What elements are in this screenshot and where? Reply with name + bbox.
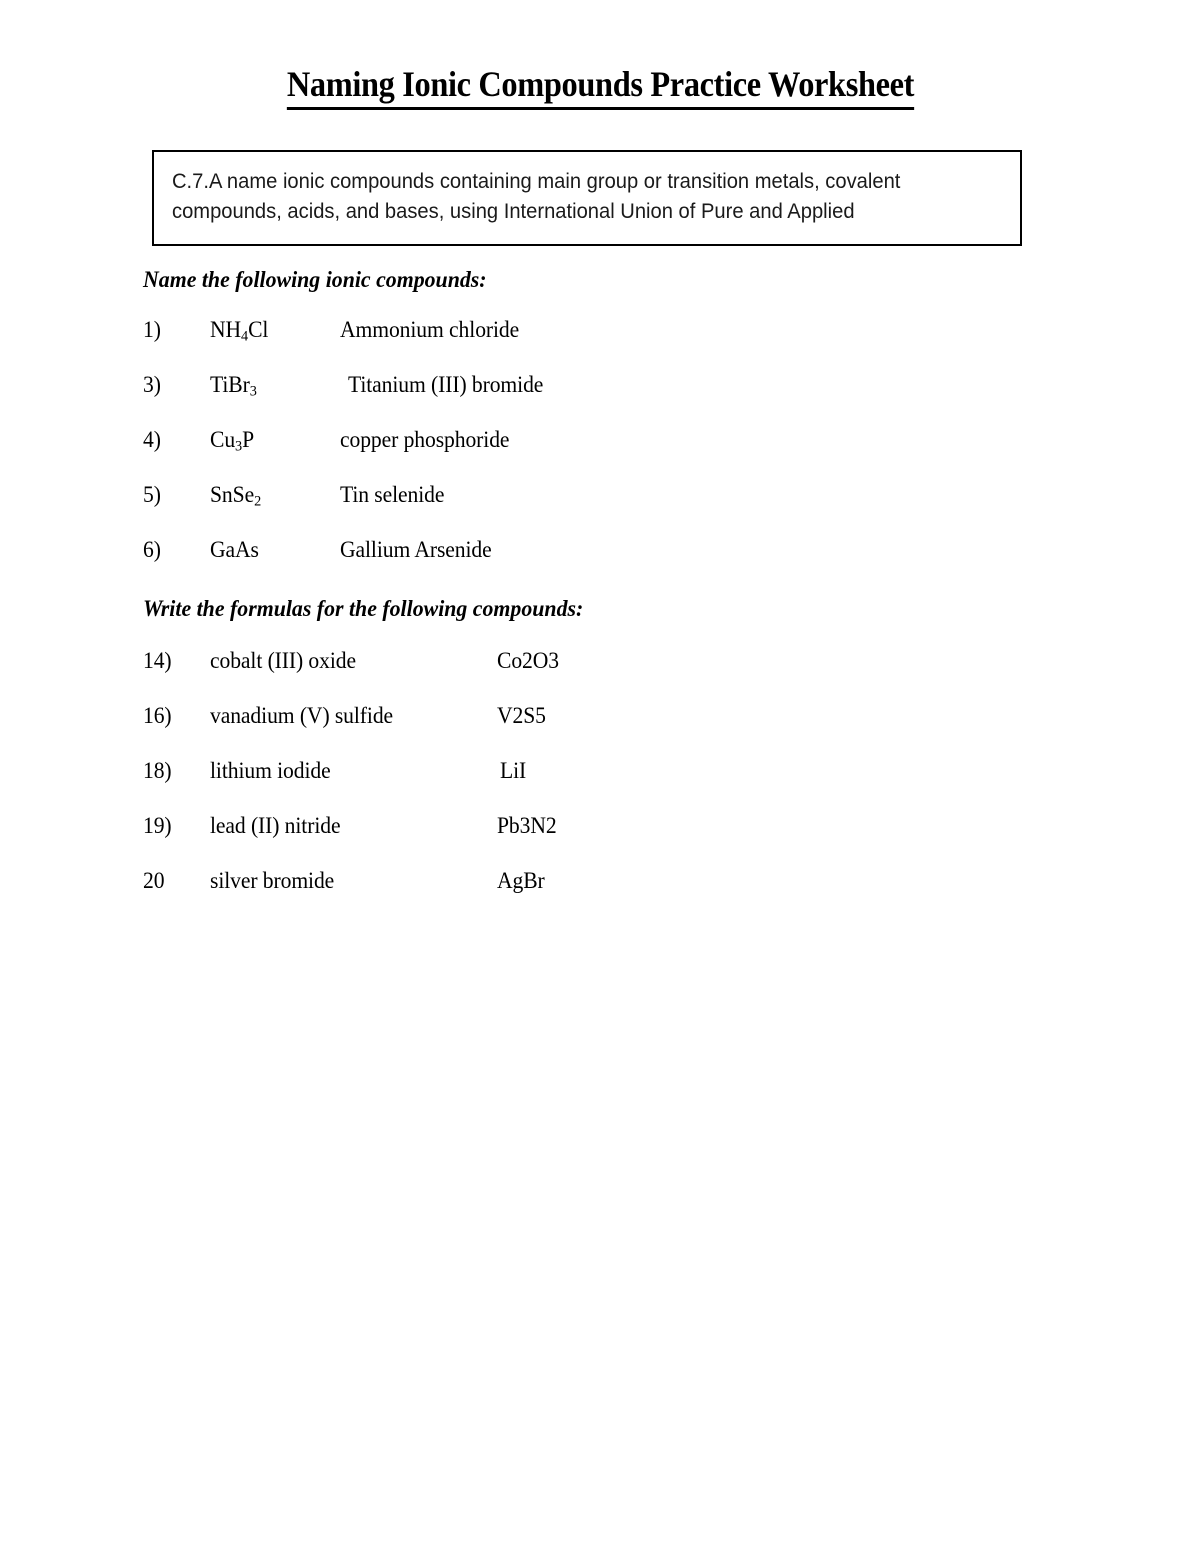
list-item <box>0 704 1200 759</box>
item-compound-name: cobalt (III) oxide <box>210 648 356 673</box>
item-number: 20 <box>143 868 165 893</box>
item-answer: Gallium Arsenide <box>340 537 492 562</box>
item-number: 19) <box>143 813 172 838</box>
item-compound-name: silver bromide <box>210 868 335 893</box>
item-formula: $NH_4Cl$ <box>210 317 269 345</box>
item-answer: copper phosphoride <box>340 427 510 452</box>
item-formula: $Cu_3P$ <box>210 427 255 455</box>
item-formula: SnSe$_2$ <box>210 482 262 510</box>
item-number: 18) <box>143 758 172 783</box>
write-formulas-list <box>0 649 1200 924</box>
item-formula: TiBr$_3$ <box>210 372 257 400</box>
list-item <box>0 869 1200 924</box>
item-answer: Tin selenide <box>340 482 445 507</box>
item-answer: Ammonium chloride <box>340 317 520 342</box>
item-answer: Pb3N2 <box>497 813 557 838</box>
list-item <box>0 814 1200 869</box>
item-answer: Co2O3 <box>497 648 559 673</box>
page-title-text: Naming Ionic Compounds Practice Worksheet <box>286 66 913 110</box>
section-heading-name-compounds: Name the following ionic compounds: <box>143 267 487 292</box>
section-heading-write-formulas: Write the formulas for the following compounds: <box>143 596 584 621</box>
item-number: 6) <box>143 537 161 562</box>
item-number: 5) <box>143 482 161 507</box>
item-answer: AgBr <box>497 868 545 893</box>
list-item <box>0 483 1200 538</box>
list-item <box>0 373 1200 428</box>
item-answer: LiI <box>500 758 527 783</box>
item-number: 3) <box>143 372 161 397</box>
page-title <box>0 66 1200 110</box>
list-item <box>0 649 1200 704</box>
item-number: 4) <box>143 427 161 452</box>
name-compounds-list <box>0 318 1200 593</box>
item-compound-name: vanadium (V) sulfide <box>210 703 394 728</box>
item-number: 1) <box>143 317 161 342</box>
list-item <box>0 759 1200 814</box>
item-number: 16) <box>143 703 172 728</box>
standard-statement-box <box>152 150 1022 246</box>
list-item <box>0 318 1200 373</box>
item-formula: GaAs <box>210 537 259 562</box>
item-compound-name: lead (II) nitride <box>210 813 341 838</box>
list-item <box>0 428 1200 483</box>
item-answer: Titanium (III) bromide <box>348 372 544 397</box>
item-number: 14) <box>143 648 172 673</box>
item-answer: V2S5 <box>497 703 546 728</box>
standard-statement-text: C.7.A name ionic compounds containing main group or transition metals, covalent compounds, acids, and bases, using International Union of Pure and Applied <box>172 170 901 223</box>
item-compound-name: lithium iodide <box>210 758 331 783</box>
list-item <box>0 538 1200 593</box>
